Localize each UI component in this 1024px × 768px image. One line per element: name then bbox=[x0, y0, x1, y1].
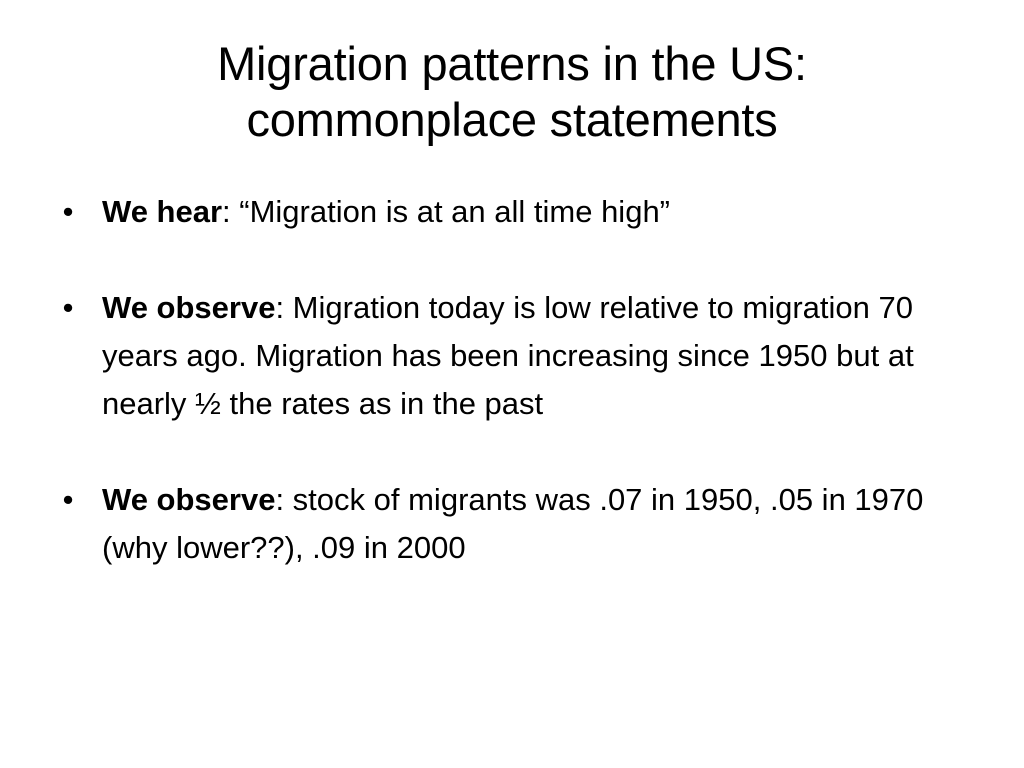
bullet-lead-we-observe: We observe bbox=[102, 482, 276, 517]
bullet-marker: • bbox=[62, 482, 74, 517]
bullet-item-we-observe-rates bbox=[58, 284, 958, 428]
bullet-text-we-hear: : “Migration is at an all time high” bbox=[222, 194, 671, 229]
bullet-item-we-observe-stock bbox=[58, 476, 958, 572]
bullet-text-migrant-stock: : stock of migrants was .07 in 1950, .05 in 1970 (why lower??), .09 in 2000 bbox=[102, 482, 924, 565]
bullet-lead-we-hear: We hear bbox=[102, 194, 223, 229]
slide-title-line-2: commonplace statements bbox=[246, 93, 778, 146]
bullet-item-we-hear bbox=[58, 188, 958, 236]
slide-title-line-1: Migration patterns in the US: bbox=[217, 37, 807, 90]
bullet-marker: • bbox=[62, 290, 74, 325]
bullet-list bbox=[58, 188, 958, 572]
bullet-lead-we-observe: We observe bbox=[102, 290, 276, 325]
bullet-text-migration-rates: : Migration today is low relative to migration 70 years ago. Migration has been increasing since 1950 but at nearly ½ the rates as in the past bbox=[102, 290, 914, 421]
bullet-marker: • bbox=[62, 194, 74, 229]
slide-title bbox=[80, 36, 944, 148]
